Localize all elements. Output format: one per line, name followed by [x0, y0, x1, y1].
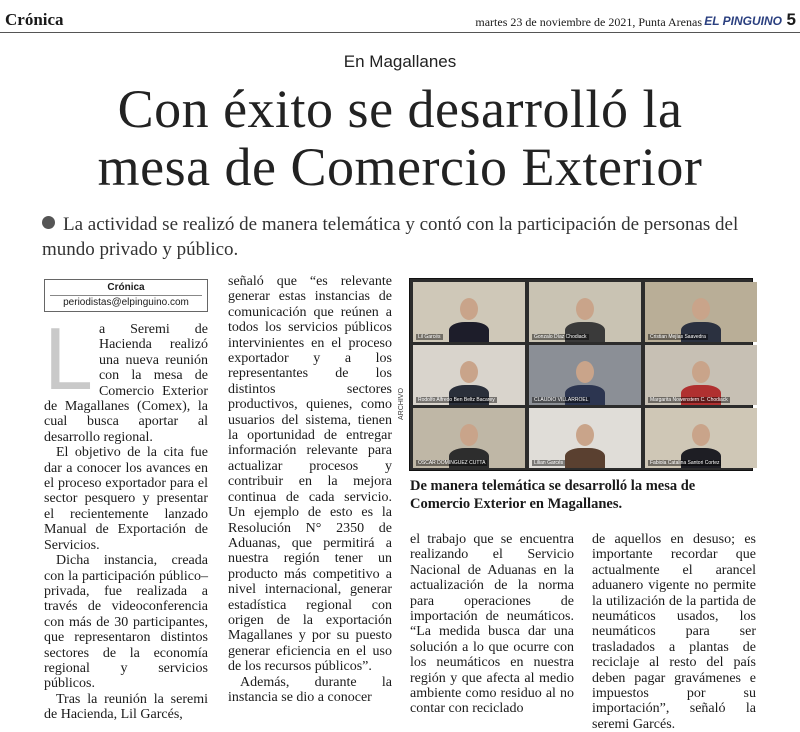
- headline-line-1: Con éxito se desarrolló la: [117, 79, 683, 139]
- participant-head: [692, 298, 710, 320]
- header-rule: [0, 32, 800, 33]
- date-line: martes 23 de noviembre de 2021, Punta Arenas: [475, 15, 702, 29]
- paragraph-lead: [44, 309, 208, 445]
- byline-box: [44, 279, 208, 312]
- paragraph: Además, durante la instancia se dio a conocer: [228, 674, 392, 705]
- headline: [0, 80, 800, 196]
- participant-name: Margarita Nowenstern C. Chodiack: [650, 397, 728, 403]
- participant-name: Gonzalo Díaz Chodiack: [534, 334, 587, 340]
- participant-head: [692, 424, 710, 446]
- column-1: [44, 309, 208, 723]
- column-2: [228, 274, 392, 705]
- photo-credit: ARCHIVO: [398, 388, 405, 420]
- videocall-tile: [645, 408, 757, 468]
- bullet-icon: [42, 216, 55, 229]
- participant-name: Cristian Mejías Saavedra: [650, 334, 706, 340]
- summary-text: La actividad se realizó de manera telemática y contó con la participación de personas del mundo privado y público.: [42, 214, 739, 260]
- paragraph: Tras la reunión la seremi de Hacienda, Lil Garcés,: [44, 691, 208, 723]
- videocall-tile: [413, 282, 525, 342]
- paragraph: El objetivo de la cita fue dar a conocer los avances en el proceso exportador para el sector pesquero y presentar el recientemente lanzado Manual de Exportación de Servicios.: [44, 445, 208, 553]
- videocall-tile: [413, 408, 525, 468]
- participant-head: [460, 361, 478, 383]
- byline-email[interactable]: periodistas@elpinguino.com: [63, 297, 189, 308]
- column-3: [410, 532, 574, 717]
- page-number: 5: [786, 10, 796, 29]
- participant-head: [460, 298, 478, 320]
- column-4: [592, 532, 756, 732]
- participant-name: Fabiola Catalina Santori Cortez: [650, 460, 720, 466]
- photo-caption: De manera telemática se desarrolló la mesa de Comercio Exterior en Magallanes.: [410, 478, 696, 512]
- participant-name: CLAUDIO VILLARROEL: [534, 397, 589, 403]
- summary: [42, 212, 752, 262]
- page-header: [0, 0, 800, 34]
- participant-name: OSCAR DOMINGUEZ CUTTA: [418, 460, 486, 466]
- videocall-tile: [413, 345, 525, 405]
- participant-figure: [565, 448, 605, 468]
- participant-head: [692, 361, 710, 383]
- participant-figure: [449, 322, 489, 342]
- masthead-logo: EL PINGUINO: [704, 14, 782, 28]
- paragraph: de aquellos en desuso; es importante recordar que actualmente el arancel aduanero vigente no permite la utilización de la partida de neumáticos usados, los neumáticos para ser trasladados a plantas de reciclaje al resto del país deben pagar gravámenes e impuestos por su importación”, señaló la seremi Garcés.: [592, 532, 756, 732]
- videocall-tile: [645, 345, 757, 405]
- byline-name: Crónica: [50, 281, 202, 296]
- videocall-photo: [409, 278, 753, 471]
- participant-name: Lil Garcés: [418, 334, 441, 340]
- videocall-tile: [529, 408, 641, 468]
- videocall-tile: [645, 282, 757, 342]
- paragraph: el trabajo que se encuentra realizando el Servicio Nacional de Aduanas en la actualización de la norma para operaciones de importación de neumáticos. “La medida busca dar una solución a lo que ocurre con los neumáticos en nuestra región y que afecta al medio ambiente como residuo al no contar con reciclado: [410, 532, 574, 717]
- paragraph: señaló que “es relevante generar estas instancias de comunicación que reúnen a todos los servicios públicos intervinientes en el proceso exportador y a los representantes de los distintos sectores productivos, quienes, como usuarios del sistema, tienen la oportunidad de entregar información relevante para actualizar procesos y contribuir en la mejora continua de cada servicio. Un ejemplo de esto es la Resolución N° 2350 de Aduanas, que permitirá a nuestra región tener un producto más competitivo a nivel internacional, generar estadística regional con origen de la exportación Magallanes y por su puesto generar eficiencia en el uso de los recursos públicos”.: [228, 274, 392, 675]
- section-name: Crónica: [5, 10, 64, 29]
- participant-name: Lilian Garcés: [534, 460, 564, 466]
- participant-head: [576, 298, 594, 320]
- videocall-tile: [529, 282, 641, 342]
- kicker: En Magallanes: [343, 52, 457, 71]
- lead-text: a Seremi de Hacienda realizó una nueva reunión con la mesa de Comercio Exterior de Magallanes (Comex), la cual busca aportar al desarrollo regional.: [44, 322, 208, 445]
- participant-name: Rodolfo Alfredo Ben Beltz Bacarey: [418, 397, 495, 403]
- videocall-tile: [529, 345, 641, 405]
- participant-head: [576, 361, 594, 383]
- participant-head: [576, 424, 594, 446]
- drop-cap: L: [44, 309, 93, 408]
- headline-line-2: mesa de Comercio Exterior: [97, 137, 703, 197]
- participant-head: [460, 424, 478, 446]
- paragraph: Dicha instancia, creada con la participación público–privada, fue realizada a través de videoconferencia con más de 30 participantes, que representaron distintos sectores de la economía regional y servicios públicos.: [44, 553, 208, 692]
